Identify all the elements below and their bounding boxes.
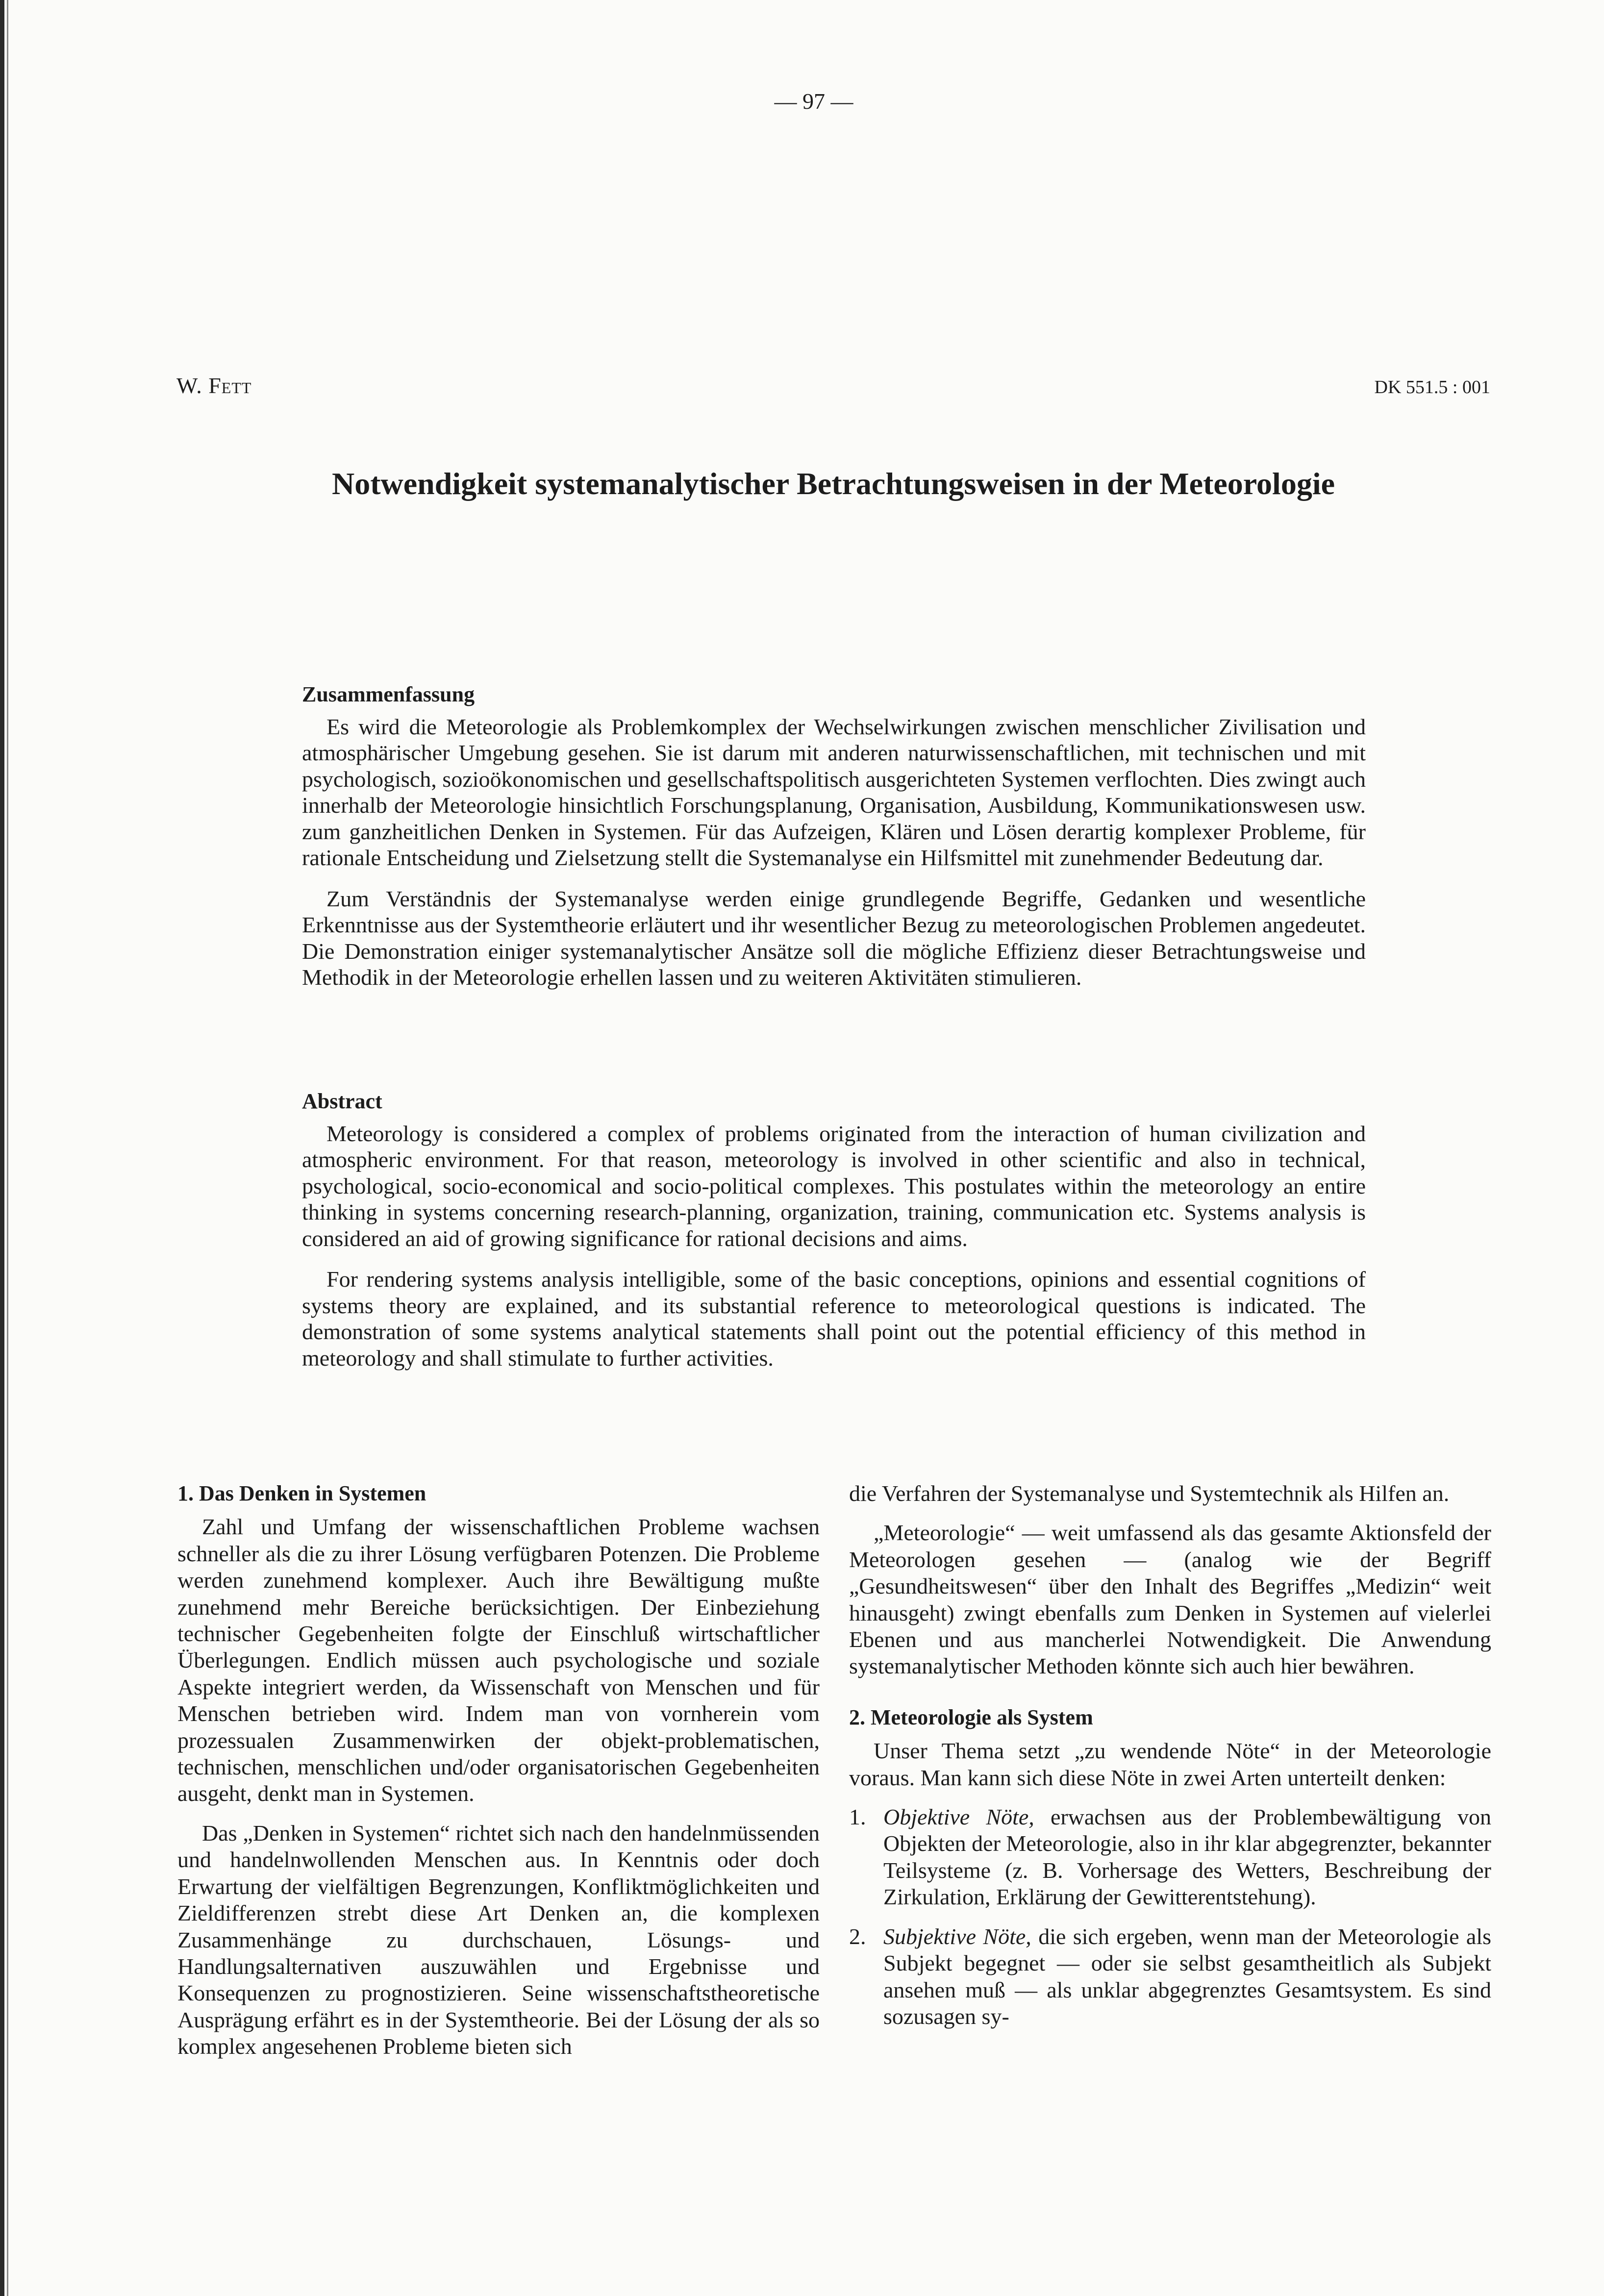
section-heading-1: 1. Das Denken in Systemen [177,1481,426,1505]
abstract-paragraph: Meteorology is considered a complex of problems originated from the interaction of human civilization and atmospheric environment. For that reason, meteorology is involved in other scientific and also in technical, psychological, socio-economical and socio-political complexes. This postulates within the meteorology an entire thinking in systems concerning research-planning, organization, training, communication etc. Systems analysis is considered an aid of growing significance for rational decisions and aims. [302,1121,1366,1251]
author [176,373,251,399]
list-item [849,1923,1491,2030]
column-right [849,1480,1491,2043]
author-initial: W. [176,373,209,398]
zusammenfassung-paragraph: Es wird die Meteorologie als Problemkomplex der Wechselwirkungen zwischen menschlicher Zivilisation und atmosphärischer Umgebung gesehen. Sie ist darum mit anderen naturwissenschaftlichen, mit technischen und mit psychologisch, sozioökonomischen und gesellschaftspolitisch ausgerichteten Systemen verflochten. Dies zwingt auch innerhalb der Meteorologie hinsichtlich Forschungsplanung, Organisation, Ausbildung, Kommunikationswesen usw. zum ganzheitlichen Denken in Systemen. Für das Aufzeigen, Klären und Lösen derartig komplexer Probleme, für rationale Entscheidung und Zielsetzung stellt die Systemanalyse ein Hilfsmittel mit zunehmender Bedeutung dar. [302,714,1366,870]
list-item-text: die sich ergeben, wenn man der Meteorologie als Subjekt begegnet — oder sie selbst gesamtheitlich als Subjekt ansehen muß — als unklar abgegrenztes Gesamtsystem. Es sind sozusagen sy- [883,1923,1492,2029]
zusammenfassung-paragraph: Zum Verständnis der Systemanalyse werden einige grundlegende Begriffe, Gedanken und wesentliche Erkenntnisse aus der Systemtheorie erläutert und ihr wesentlicher Bezug zu meteorologischen Problemen angedeutet. Die Demonstration einiger systemanalytischer Ansätze soll die mögliche Effizienz dieser Betrachtungsweise und Methodik in der Meteorologie erhellen lassen und zu weiteren Aktivitäten stimulieren. [302,886,1366,990]
column-left [177,1480,820,2073]
abstract-paragraph: For rendering systems analysis intelligible, some of the basic conceptions, opinions and essential cognitions of systems theory are explained, and its substantial reference to meteorological questions is indicated. The demonstration of some systems analytical statements shall point out the potential efficiency of this method in meteorology and shall stimulate to further activities. [302,1267,1366,1371]
list-item-term: Subjektive Nöte, [883,1923,1031,1949]
body-paragraph: Das „Denken in Systemen“ richtet sich nach den handelnmüssenden und handelnwollenden Menschen aus. In Kenntnis oder doch Erwartung der vielfältigen Begrenzungen, Konfliktmöglichkeiten und Zieldifferenzen strebt diese Art Denken an, die komplexen Zusammenhänge zu durchschauen, Lösungs- und Handlungsalternativen auszuwählen und Ergebnisse und Konsequenzen zu prognostizieren. Seine wissenschaftstheoretische Ausprägung erfährt es in der Systemtheorie. Bei der Lösung der als so komplex angesehenen Probleme bieten sich [177,1820,820,2059]
binding-edge [0,0,4,2296]
zusammenfassung-block [302,681,1366,1005]
article-title: Notwendigkeit systemanalytischer Betrachtungsweisen in der Meteorologie [332,466,1335,501]
abstract-block [302,1088,1366,1386]
list-item-number: 1. [849,1804,866,1830]
list-item-number: 2. [849,1923,866,1949]
author-surname: Fett [208,373,252,398]
abstract-heading: Abstract [302,1089,382,1113]
body-paragraph: „Meteorologie“ — weit umfassend als das gesamte Aktionsfeld der Meteorologen gesehen — (analog wie der Begriff „Gesundheitswesen“ über den Inhalt des Begriffes „Medizin“ weit hinausgeht) zwingt ebenfalls zum Denken in Systemen auf vielerlei Ebenen und aus mancherlei Notwendigkeit. Die Anwendung systemanalytischer Methoden könnte sich auch hier bewähren. [849,1520,1491,1679]
page-number: — 97 — [774,89,853,114]
body-paragraph: Zahl und Umfang der wissenschaftlichen Probleme wachsen schneller als die zu ihrer Lösung verfügbaren Potenzen. Die Probleme werden zunehmend komplexer. Auch ihre Bewältigung mußte zunehmend mehr Bereiche berücksichtigen. Der Einbeziehung technischer Gegebenheiten folgte der Einschluß wirtschaftlicher Überlegungen. Endlich müssen auch psychologische und soziale Aspekte integriert werden, da Wissenschaft von Menschen und für Menschen betrieben wird. Indem man von vornherein vom prozessualen Zusammenwirken der objekt-problematischen, technischen, menschlichen und/oder organisatorischen Gegebenheiten ausgeht, denkt man in Systemen. [177,1514,820,1806]
list-item-text: erwachsen aus der Problembewältigung von Objekten der Meteorologie, also in ihr klar abgegrenzter, bekannter Teilsysteme (z. B. Vorhersage des Wetters, Beschreibung der Zirkulation, Erklärung der Gewitterentstehung). [883,1804,1492,1910]
list-item-term: Objektive Nöte, [883,1804,1034,1830]
dk-classification: DK 551.5 : 001 [1374,377,1490,398]
list-item [849,1804,1491,1911]
section-heading-2: 2. Meteorologie als System [849,1705,1093,1729]
body-paragraph: Unser Thema setzt „zu wendende Nöte“ in der Meteorologie voraus. Man kann sich diese Nöte in zwei Arten unterteilt denken: [849,1738,1491,1790]
body-paragraph: die Verfahren der Systemanalyse und Systemtechnik als Hilfen an. [849,1481,1450,1506]
zusammenfassung-heading: Zusammenfassung [302,682,475,706]
binding-edge-line [7,0,8,2296]
enumerated-list [849,1804,1491,2030]
